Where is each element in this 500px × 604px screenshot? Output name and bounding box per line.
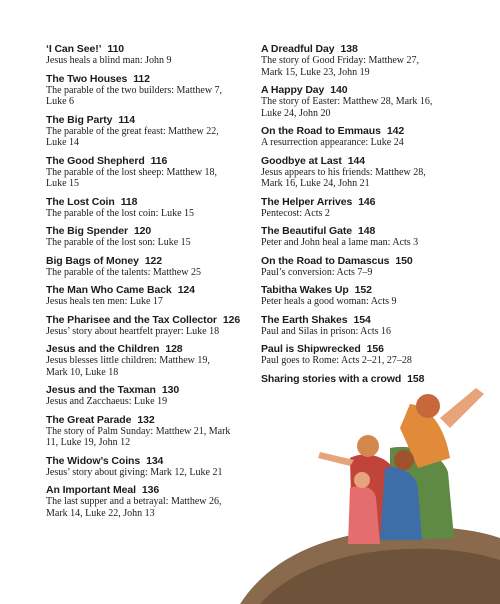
- entry-description: Peter and John heal a lame man: Acts 3: [261, 237, 419, 248]
- entry-title: The Two Houses: [46, 72, 128, 85]
- right-entry: [261, 343, 466, 367]
- waving-arm: [318, 452, 354, 466]
- entry-description: 11, Luke 19, John 12: [46, 437, 131, 448]
- entry-title-line: [261, 314, 466, 326]
- entry-title: An Important Meal: [46, 484, 136, 496]
- entry-page-number: 140: [330, 84, 348, 96]
- right-entry: [261, 314, 466, 338]
- entry-page-number: 150: [395, 254, 413, 267]
- entry-page-number: 158: [407, 372, 425, 385]
- entry-page-number: 152: [354, 284, 372, 296]
- entry-description: Peter heals a good woman: Acts 9: [261, 296, 397, 307]
- entry-description: Mark 10, Luke 18: [46, 366, 119, 378]
- entry-description: Jesus appears to his friends: Matthew 28,: [261, 166, 426, 178]
- entry-title: The Helper Arrives: [261, 195, 353, 208]
- entry-title: On the Road to Emmaus: [261, 125, 381, 137]
- entry-title-line: [46, 314, 256, 326]
- entry-description: Pentecost: Acts 2: [261, 207, 330, 219]
- left-entry: [46, 414, 256, 449]
- entry-page-number: 118: [120, 195, 138, 208]
- entry-description: Jesus’ story about giving: Mark 12, Luke 21: [46, 466, 223, 478]
- entry-page-number: 132: [137, 413, 155, 426]
- entry-title: On the Road to Damascus: [261, 254, 390, 267]
- entry-title-line: [261, 225, 466, 237]
- entry-title-line: [46, 255, 256, 267]
- entry-title: The Good Shepherd: [46, 154, 145, 167]
- entry-title-line: [261, 155, 466, 167]
- entry-title-line: [46, 384, 256, 396]
- entry-title-line: [46, 484, 256, 496]
- entry-title: Goodbye at Last: [261, 154, 342, 167]
- entry-title-line: [261, 43, 466, 55]
- entry-page-number: 112: [133, 72, 150, 85]
- entry-title: The Big Party: [46, 113, 113, 126]
- entry-page-number: 114: [118, 113, 136, 126]
- raised-arm: [440, 388, 484, 428]
- entry-description: The parable of the two builders: Matthew 7,: [46, 84, 223, 96]
- figure-head-top: [416, 394, 440, 418]
- entry-description: The parable of the lost sheep: Matthew 18,: [46, 166, 218, 178]
- left-entry: [46, 43, 256, 67]
- entry-title-line: [261, 373, 466, 385]
- entry-description: The parable of the lost coin: Luke 15: [46, 207, 195, 219]
- entry-page-number: 148: [357, 225, 376, 237]
- entry-title-line: [46, 343, 256, 355]
- entry-page-number: 128: [165, 343, 183, 355]
- left-entry: [46, 284, 256, 308]
- entry-page-number: 124: [177, 284, 195, 296]
- entry-title-line: [46, 414, 256, 426]
- entry-title: The Man Who Came Back: [46, 284, 172, 296]
- entry-page-number: 126: [222, 313, 241, 326]
- entry-description: The parable of the lost son: Luke 15: [46, 237, 191, 248]
- contents-column-right: [261, 43, 466, 391]
- entry-description: The story of Good Friday: Matthew 27,: [261, 55, 420, 66]
- left-entry: [46, 484, 256, 519]
- entry-description: The parable of the great feast: Matthew 22,: [46, 125, 219, 137]
- left-entry: [46, 225, 256, 249]
- entry-description: Luke 14: [46, 137, 80, 148]
- right-entry: [261, 196, 466, 220]
- right-entry: [261, 43, 466, 78]
- right-entry: [261, 373, 466, 385]
- entry-description: The story of Easter: Matthew 28, Mark 16,: [261, 96, 433, 107]
- entry-description: The parable of the talents: Matthew 25: [46, 266, 201, 278]
- entry-title: The Pharisee and the Tax Collector: [46, 313, 217, 326]
- crowd-illustration: [240, 388, 500, 604]
- left-entry: [46, 114, 256, 149]
- entry-description: Paul’s conversion: Acts 7–9: [261, 266, 373, 278]
- entry-title-line: [46, 225, 256, 237]
- entry-title-line: [46, 155, 256, 167]
- entry-description: Luke 6: [46, 96, 75, 107]
- left-entry: [46, 314, 256, 338]
- entry-page-number: 156: [366, 343, 384, 355]
- entry-title-line: [261, 343, 466, 355]
- entry-title-line: [46, 43, 256, 55]
- entry-page-number: 136: [141, 484, 160, 496]
- entry-title: The Lost Coin: [46, 195, 115, 208]
- left-entry: [46, 343, 256, 378]
- entry-description: Jesus and Zacchaeus: Luke 19: [46, 396, 168, 407]
- entry-description: The story of Palm Sunday: Matthew 21, Mark: [46, 425, 231, 437]
- left-entry: [46, 384, 256, 408]
- entry-description: Jesus blesses little children: Matthew 19,: [46, 355, 210, 366]
- entry-title-line: [261, 84, 466, 96]
- right-entry: [261, 155, 466, 190]
- right-entry: [261, 225, 466, 249]
- entry-page-number: 130: [161, 384, 180, 396]
- entry-title-line: [261, 255, 466, 267]
- entry-title: Sharing stories with a crowd: [261, 372, 402, 385]
- entry-title-line: [261, 284, 466, 296]
- figure-head-middle: [357, 435, 379, 457]
- right-entry: [261, 255, 466, 279]
- entry-title: Tabitha Wakes Up: [261, 284, 349, 296]
- left-entry: [46, 196, 256, 220]
- entry-title: Jesus and the Taxman: [46, 384, 156, 396]
- entry-description: Jesus heals ten men: Luke 17: [46, 296, 163, 307]
- entry-title: Paul is Shipwrecked: [261, 343, 361, 355]
- entry-page-number: 120: [133, 225, 152, 237]
- left-entry: [46, 155, 256, 190]
- entry-title-line: [46, 284, 256, 296]
- entry-title: A Dreadful Day: [261, 43, 335, 55]
- child-head: [354, 472, 370, 488]
- entry-page-number: 146: [358, 195, 376, 208]
- entry-title: ‘I Can See!’: [46, 43, 102, 55]
- entry-title-line: [46, 455, 256, 467]
- entry-page-number: 122: [144, 254, 163, 267]
- entry-page-number: 138: [340, 43, 358, 55]
- entry-title-line: [46, 73, 256, 85]
- entry-description: The last supper and a betrayal: Matthew 26,: [46, 496, 222, 507]
- entry-title: The Earth Shakes: [261, 313, 348, 326]
- entry-page-number: 116: [150, 154, 168, 167]
- entry-title-line: [261, 125, 466, 137]
- right-entry: [261, 284, 466, 308]
- entry-page-number: 110: [107, 43, 125, 55]
- entry-description: Paul goes to Rome: Acts 2–21, 27–28: [261, 355, 412, 366]
- entry-title: The Great Parade: [46, 413, 132, 426]
- entry-title: The Beautiful Gate: [261, 225, 352, 237]
- entry-title: Jesus and the Children: [46, 343, 160, 355]
- entry-description: Luke 24, John 20: [261, 107, 331, 119]
- entry-page-number: 144: [347, 154, 365, 167]
- entry-page-number: 134: [146, 454, 164, 467]
- entry-title-line: [261, 196, 466, 208]
- contents-column-left: [46, 43, 256, 525]
- entry-description: Luke 15: [46, 178, 80, 189]
- right-entry: [261, 84, 466, 119]
- entry-title: A Happy Day: [261, 84, 325, 96]
- entry-title-line: [46, 114, 256, 126]
- entry-description: A resurrection appearance: Luke 24: [261, 137, 404, 148]
- entry-title: Big Bags of Money: [46, 254, 139, 267]
- left-entry: [46, 73, 256, 108]
- left-entry: [46, 255, 256, 279]
- entry-description: Jesus heals a blind man: John 9: [46, 55, 172, 66]
- entry-title-line: [46, 196, 256, 208]
- entry-page-number: 142: [386, 125, 405, 137]
- entry-description: Paul and Silas in prison: Acts 16: [261, 325, 391, 337]
- right-entry: [261, 125, 466, 149]
- entry-description: Mark 16, Luke 24, John 21: [261, 178, 370, 189]
- entry-description: Mark 15, Luke 23, John 19: [261, 66, 370, 78]
- figure-head-right: [394, 450, 414, 470]
- entry-description: Mark 14, Luke 22, John 13: [46, 507, 155, 519]
- entry-title: The Widow’s Coins: [46, 454, 141, 467]
- entry-page-number: 154: [353, 313, 371, 326]
- left-entry: [46, 455, 256, 479]
- entry-description: Jesus’ story about heartfelt prayer: Luke 18: [46, 325, 220, 337]
- entry-title: The Big Spender: [46, 225, 128, 237]
